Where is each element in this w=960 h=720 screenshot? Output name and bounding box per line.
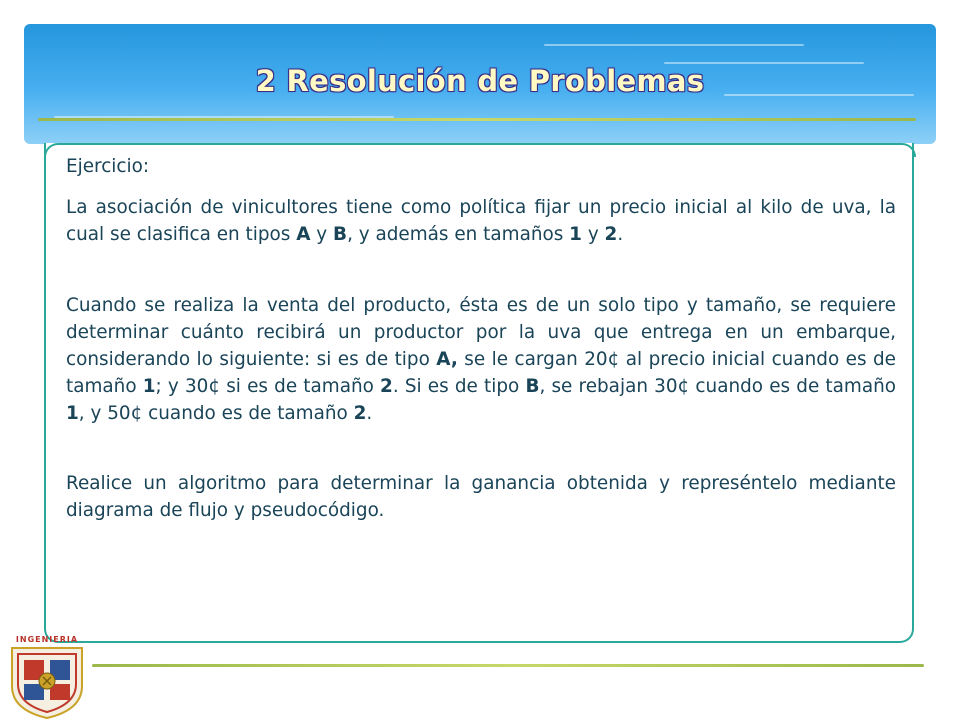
paragraph-3: Realice un algoritmo para determinar la ganancia obtenida y represéntelo mediante diagrama de flujo y pseudocódigo. [66,473,896,521]
footer-divider [92,664,924,667]
paragraph-2 [66,292,896,427]
text-run: Cuando se realiza la venta del producto, ésta es de un solo tipo y tamaño, se requiere determinar cuánto recibirá un productor por la uva que entrega en un embarque, considerando lo siguiente: si es de tipo [66,295,896,370]
bold-run: B [525,376,540,397]
text-run: y [581,224,605,245]
title-banner [24,24,936,144]
bold-run: 2 [353,403,367,424]
bold-run: A [296,224,311,245]
bold-run: A, [436,349,458,370]
text-run: , se rebajan 30¢ cuando es de tamaño [539,376,896,397]
faculty-crest-icon [8,646,86,720]
bold-run: 2 [380,376,393,397]
text-run: y [310,224,334,245]
text-run: , y 50¢ cuando es de tamaño [78,403,354,424]
exercise-text [66,153,896,524]
exercise-heading: Ejercicio: [66,156,150,177]
text-run: La asociación de vinicultores tiene como política fijar un precio inicial al kilo de uva, la cual se clasifica en tipos [66,197,896,245]
paragraph-1 [66,194,896,248]
bold-run: 2 [604,224,618,245]
text-run: , y además en tamaños [347,224,570,245]
faculty-logo [8,634,86,720]
text-run: . [617,224,624,245]
bold-run: 1 [142,376,156,397]
text-run: . [366,403,373,424]
bold-run: 1 [569,224,582,245]
text-run: ; y 30¢ si es de tamaño [155,376,381,397]
title-divider [38,118,916,121]
text-run: se le cargan 20¢ al precio inicial cuando es de tamaño [66,349,896,397]
slide-title: 2 Resolución de Problemas [255,64,705,98]
banner-streak [544,44,804,46]
bold-run: 1 [66,403,79,424]
bold-run: B [333,224,348,245]
logo-label: INGENIERIA [15,635,79,644]
text-run: . Si es de tipo [392,376,526,397]
